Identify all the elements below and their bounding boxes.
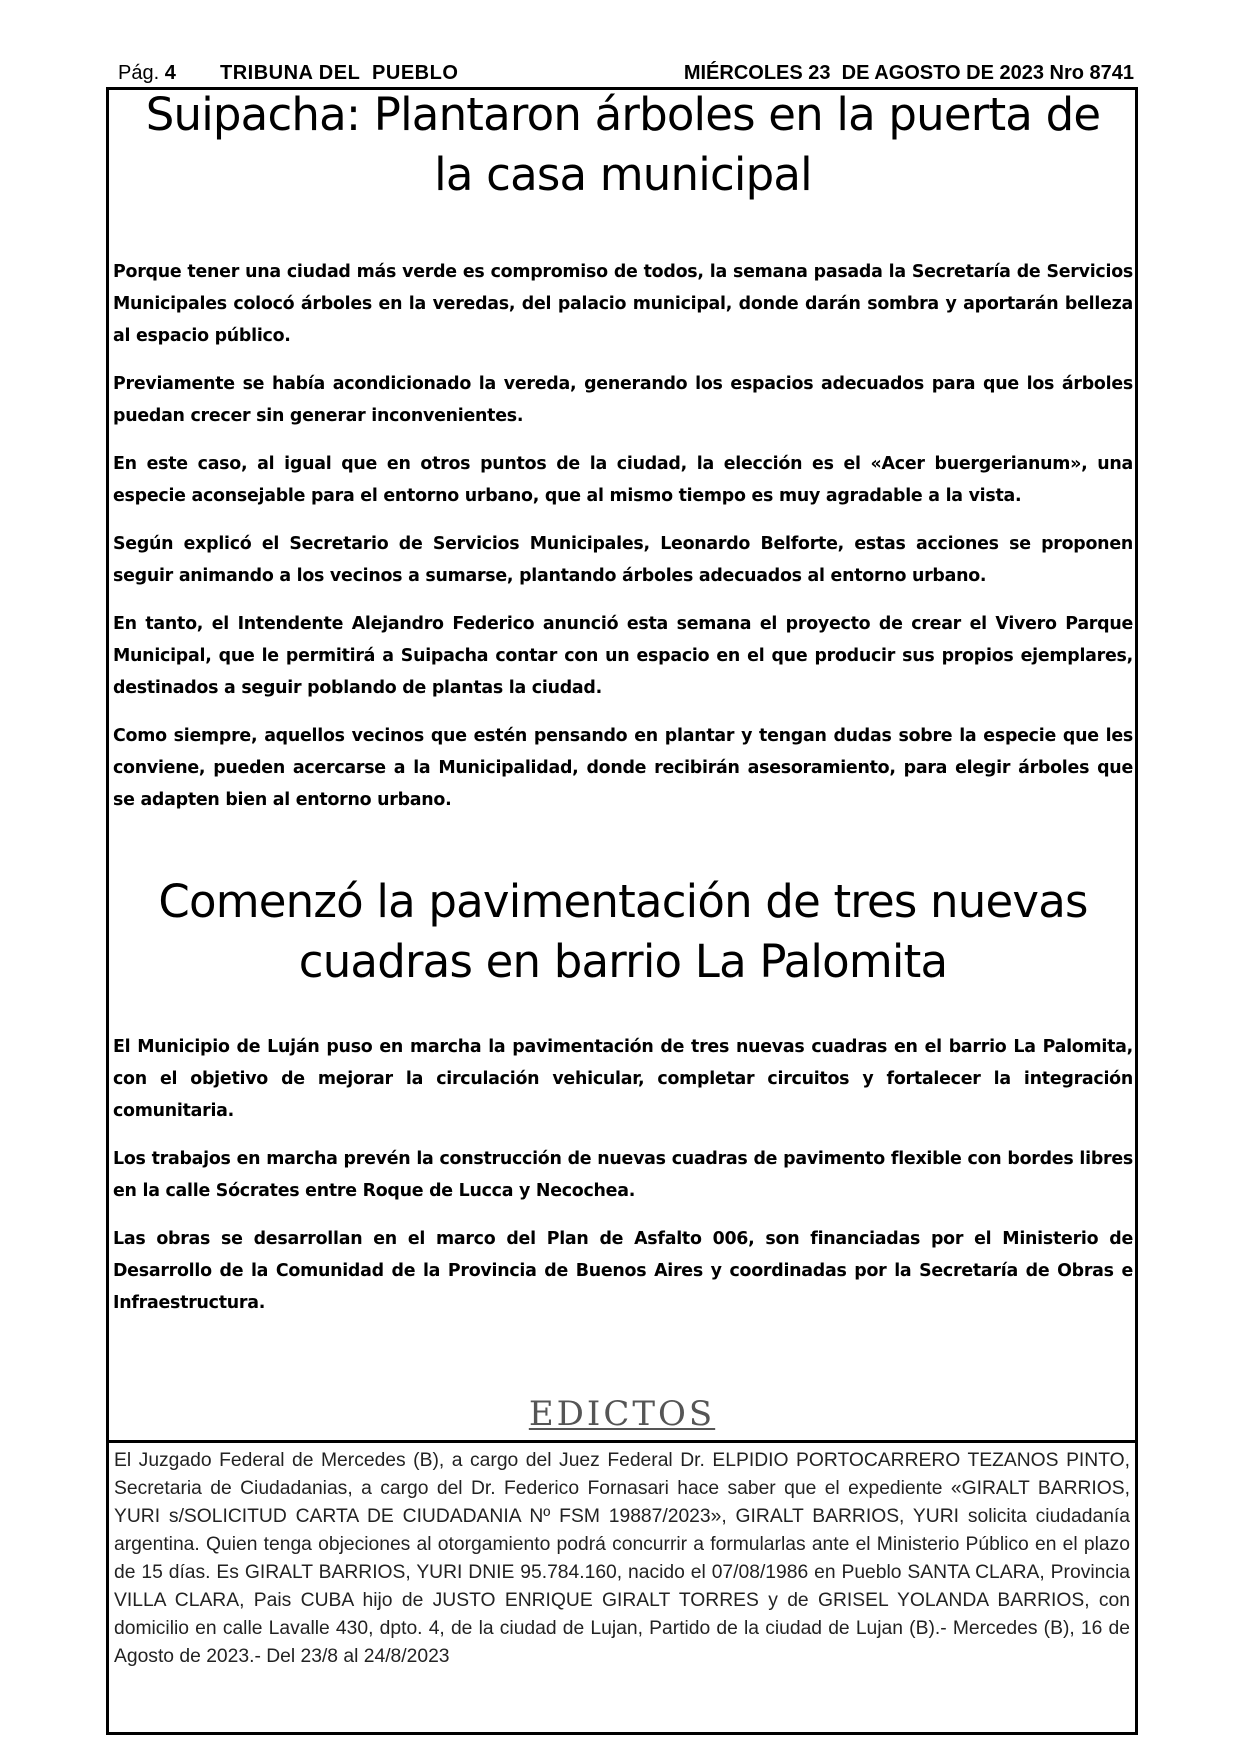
article-body-pavimentacion	[113, 1031, 1133, 1335]
paragraph: El Municipio de Luján puso en marcha la pavimentación de tres nuevas cuadras en el barrio La Palomita, con el objetivo de mejorar la circulación vehicular, completar circuitos y fortalecer la integración comunitaria.	[113, 1037, 1133, 1121]
edictos-heading	[106, 1392, 1138, 1440]
paragraph: En tanto, el Intendente Alejandro Federico anunció esta semana el proyecto de crear el Vivero Parque Municipal, que le permitirá a Suipacha contar con un espacio en el que producir sus propios ejemplares, destinados a seguir poblando de plantas la ciudad.	[113, 614, 1133, 698]
paragraph: En este caso, al igual que en otros puntos de la ciudad, la elección es el «Acer buergerianum», una especie aconsejable para el entorno urbano, que al mismo tiempo es muy agradable a la vista.	[113, 454, 1133, 506]
paragraph: Porque tener una ciudad más verde es compromiso de todos, la semana pasada la Secretaría de Servicios Municipales colocó árboles en la veredas, del palacio municipal, donde darán sombra y aportarán belleza al espacio público.	[113, 262, 1133, 346]
edicto-text: El Juzgado Federal de Mercedes (B), a cargo del Juez Federal Dr. ELPIDIO PORTOCARRERO TEZANOS PINTO, Secretaria de Ciudadanias, a cargo del Dr. Federico Fornasari hace saber que el expediente «GIRALT BARRIOS, YURI s/SOLICITUD CARTA DE CIUDADANIA Nº FSM 19887/2023», GIRALT BARRIOS, YURI solicita ciudadanía argentina. Quien tenga objeciones al otorgamiento podrá concurrir a formularlas ante el Ministerio Público en el plazo de 15 días. Es GIRALT BARRIOS, YURI DNIE 95.784.160, nacido el 07/08/1986 en Pueblo SANTA CLARA, Provincia VILLA CLARA, Pais CUBA hijo de JUSTO ENRIQUE GIRALT TORRES y de GRISEL YOLANDA BARRIOS, con domicilio en calle Lavalle 430, dpto. 4, de la ciudad de Lujan, Partido de la ciudad de Lujan (B).- Mercedes (B), 16 de Agosto de 2023.- Del 23/8 al 24/8/2023	[114, 1450, 1130, 1667]
newspaper-name: TRIBUNA DEL PUEBLO	[220, 62, 459, 84]
page-header	[118, 60, 1134, 86]
paragraph: Como siempre, aquellos vecinos que estén pensando en plantar y tengan dudas sobre la especie que les conviene, pueden acercarse a la Municipalidad, donde recibirán asesoramiento, para elegir árboles que se adapten bien al entorno urbano.	[113, 726, 1133, 810]
page-indicator	[118, 60, 176, 86]
article-title-pavimentacion: Comenzó la pavimentación de tres nuevas cuadras en barrio La Palomita	[158, 875, 1088, 988]
edictos-heading-text: EDICTOS	[528, 1394, 716, 1434]
article-body-suipacha	[113, 256, 1133, 832]
paragraph: Previamente se había acondicionado la vereda, generando los espacios adecuados para que los árboles puedan crecer sin generar inconvenientes.	[113, 374, 1133, 426]
paragraph: Los trabajos en marcha prevén la construcción de nuevas cuadras de pavimento flexible con bordes libres en la calle Sócrates entre Roque de Lucca y Necochea.	[113, 1149, 1133, 1201]
edictos-divider	[106, 1440, 1138, 1443]
issue-date: MIÉRCOLES 23 DE AGOSTO DE 2023 Nro 8741	[683, 62, 1134, 84]
page-label: Pág.	[118, 62, 160, 84]
page-number: 4	[164, 62, 176, 84]
paragraph: Las obras se desarrollan en el marco del Plan de Asfalto 006, son financiadas por el Ministerio de Desarrollo de la Comunidad de la Provincia de Buenos Aires y coordinadas por la Secretaría de Obras e Infraestructura.	[113, 1229, 1133, 1313]
paragraph: Según explicó el Secretario de Servicios Municipales, Leonardo Belforte, estas acciones se proponen seguir animando a los vecinos a sumarse, plantando árboles adecuados al entorno urbano.	[113, 534, 1133, 586]
article-title-suipacha: Suipacha: Plantaron árboles en la puerta de la casa municipal	[145, 88, 1101, 201]
